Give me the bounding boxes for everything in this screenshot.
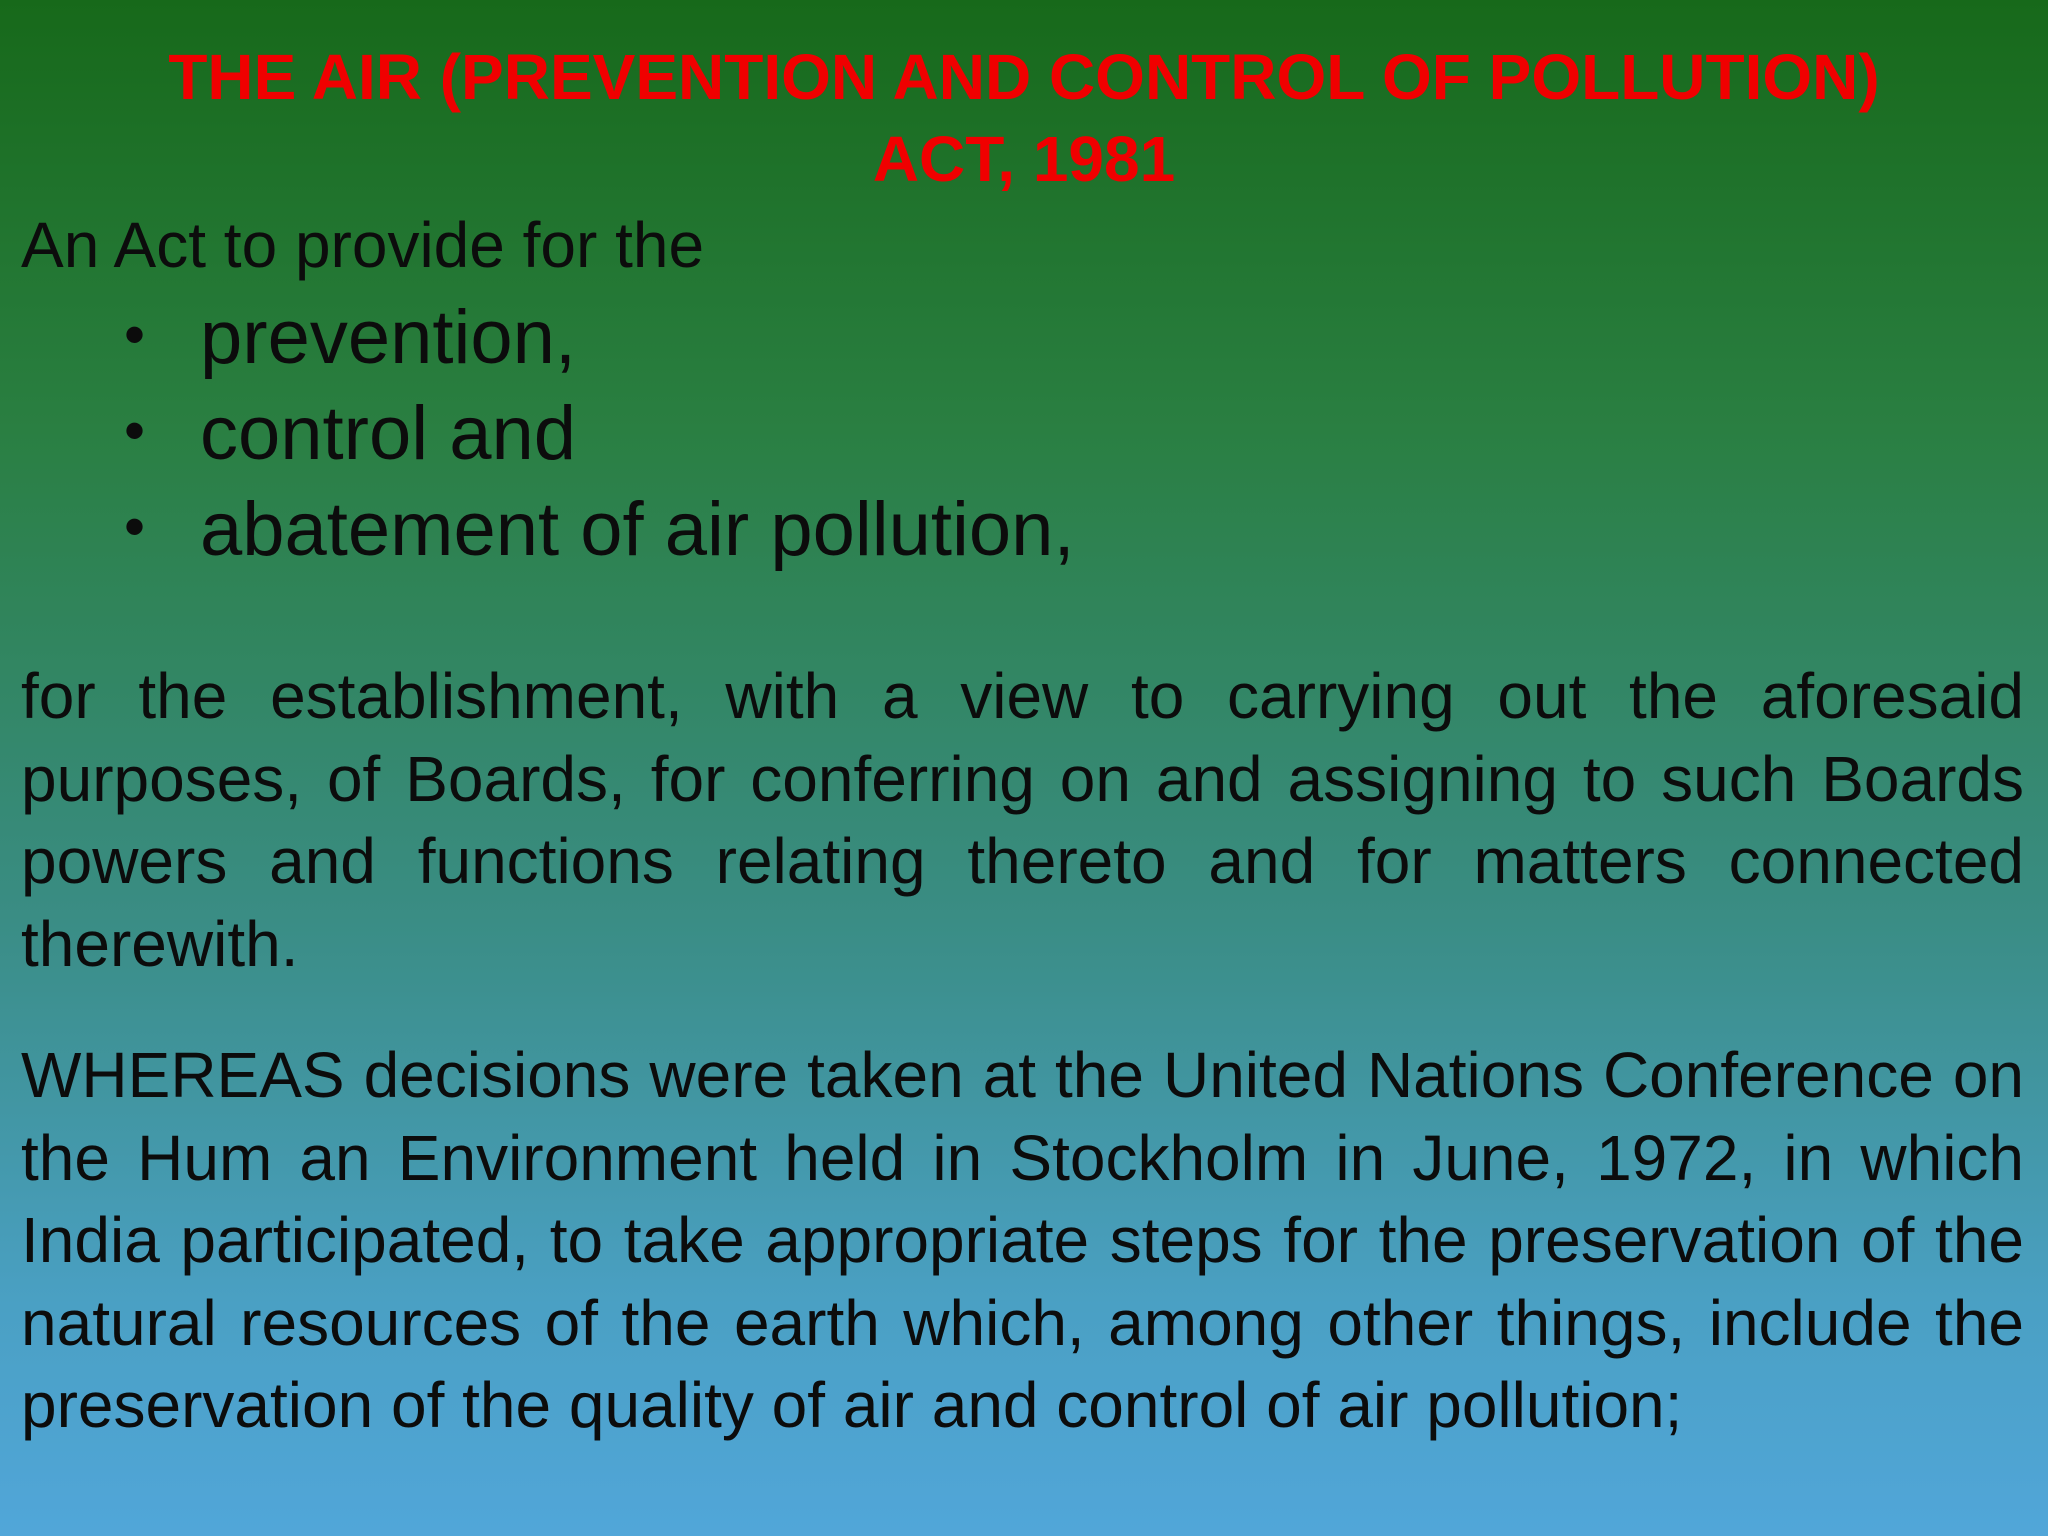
title-line-2: ACT, 1981 [872, 123, 1176, 195]
bullet-text: prevention, [200, 295, 577, 380]
bullet-text: control and [200, 391, 577, 476]
paragraph-whereas: WHEREAS decisions were taken at the United Nations Conference on the Hum an Environment held in Stockholm in June, 1972, in which India participated, to take appropriate steps for the preservation of the natural resources of the earth which, among other things, include the preservation of the quality of air and control of air pollution; [21, 1039, 2024, 1441]
paragraph-establishment: for the establishment, with a view to carrying out the aforesaid purposes, of Boards, for conferring on and assigning to such Boards powers and functions relating thereto and for matters connected therewith. [21, 660, 2024, 980]
intro-text: An Act to provide for the [21, 209, 705, 281]
slide-title [60, 36, 1988, 200]
title-line-1: THE AIR (PREVENTION AND CONTROL OF POLLUTION) [168, 41, 1880, 113]
bullet-icon: • [124, 301, 146, 368]
bullet-icon: • [124, 397, 146, 464]
bullet-text: abatement of air pollution, [200, 487, 1075, 572]
bullet-icon: • [124, 493, 146, 560]
